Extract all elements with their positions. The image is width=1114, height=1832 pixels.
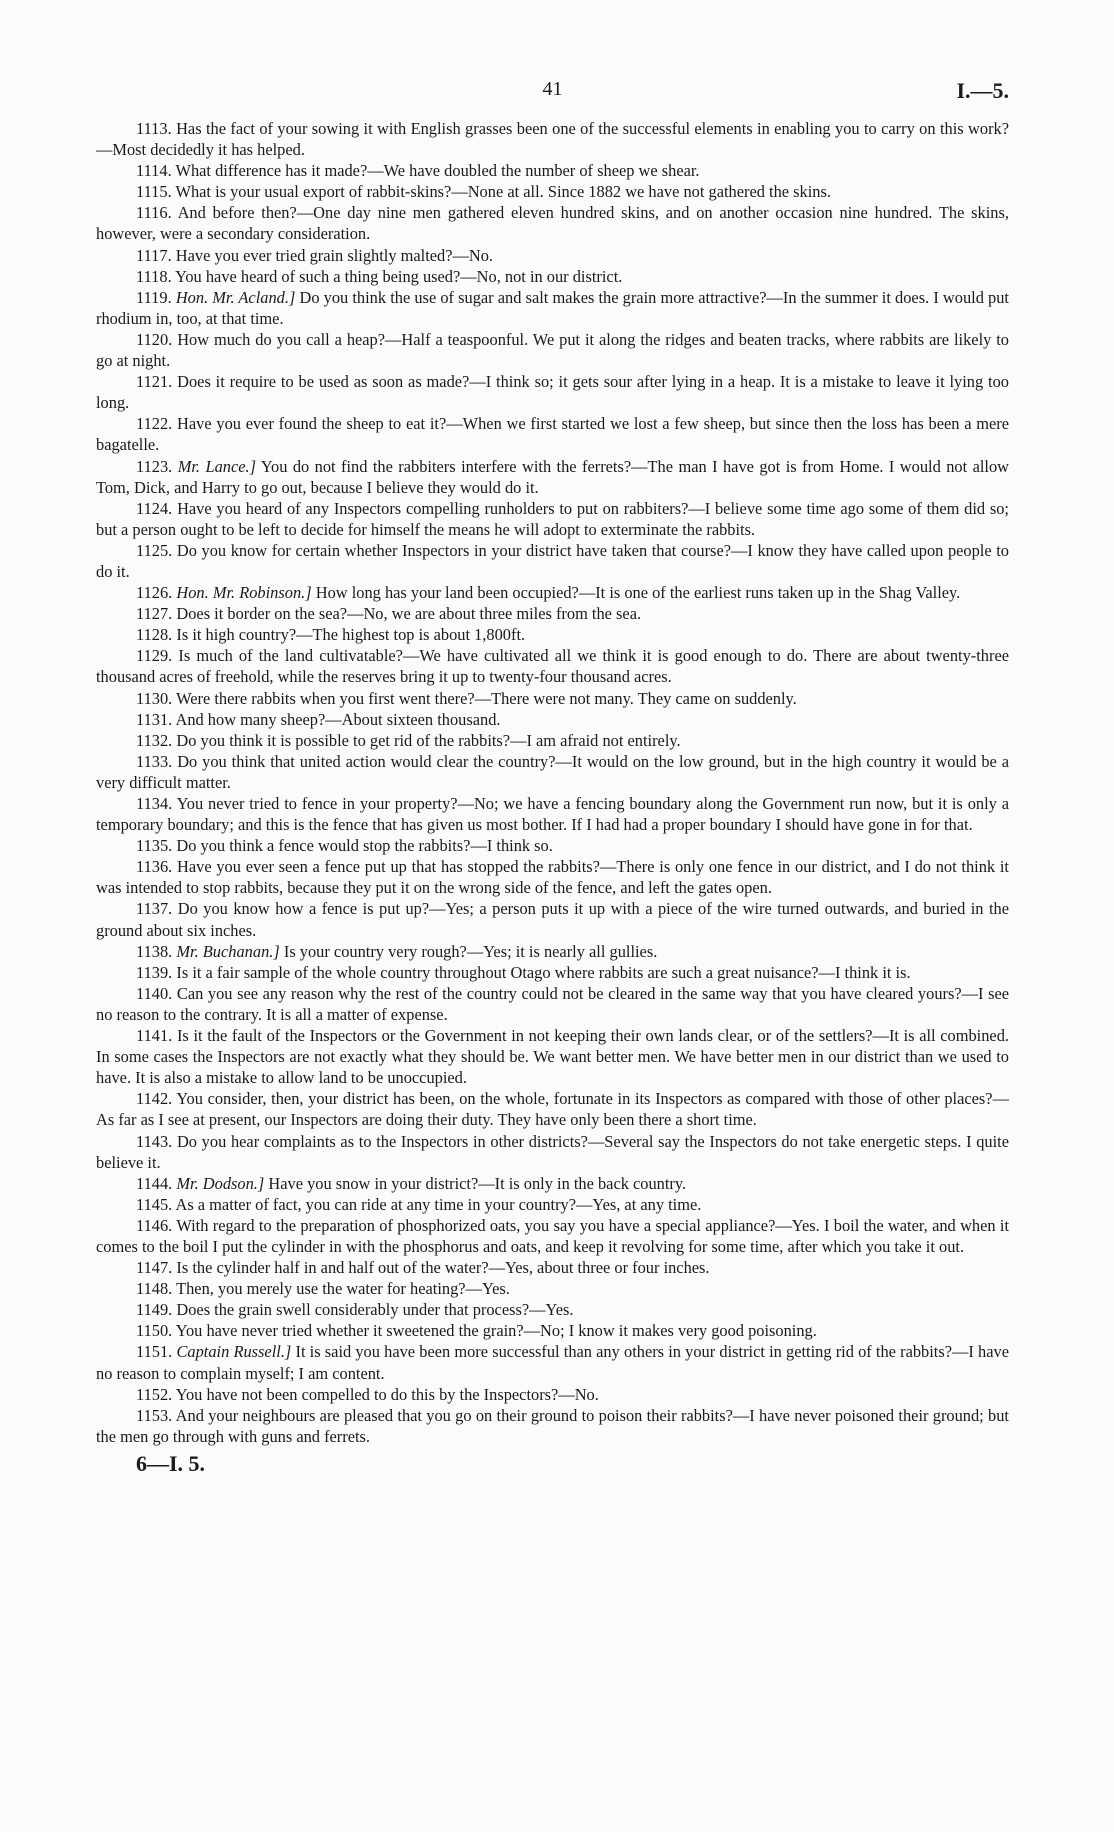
- question-number: 1123.: [136, 456, 173, 476]
- question-answer-text: Have you ever tried grain slightly malted?—No.: [175, 245, 494, 265]
- question-answer-text: What is your usual export of rabbit-skins?—None at all. Since 1882 we have not gathered the skins.: [175, 182, 831, 202]
- testimony-entry: [96, 287, 1009, 329]
- question-number: 1130.: [136, 688, 173, 708]
- question-answer-text: You have heard of such a thing being used?—No, not in our district.: [175, 266, 623, 286]
- question-answer-text: You consider, then, your district has been, on the whole, fortunate in its Inspectors as compared with those of other places?—As far as I see at present, our Inspectors are doing their duty. They have only been there a short time.: [96, 1089, 1009, 1130]
- testimony-entry: [96, 751, 1009, 793]
- question-number: 1124.: [136, 498, 173, 518]
- testimony-entry: [96, 1088, 1009, 1130]
- question-answer-text: And how many sheep?—About sixteen thousand.: [175, 709, 501, 729]
- testimony-entry: [96, 118, 1009, 160]
- question-answer-text: Does it border on the sea?—No, we are about three miles from the sea.: [176, 604, 642, 624]
- question-answer-text: Have you ever found the sheep to eat it?—When we first started we lost a few sheep, but since then the loss has been a mere bagatelle.: [96, 414, 1009, 455]
- testimony-entry: [96, 1278, 1009, 1299]
- question-number: 1117.: [136, 245, 172, 265]
- testimony-entry: [96, 413, 1009, 455]
- testimony-entry: [96, 371, 1009, 413]
- question-number: 1148.: [136, 1279, 173, 1299]
- speaker-name: Mr. Lance.]: [177, 456, 256, 476]
- question-number: 1114.: [136, 161, 172, 181]
- testimony-entry: [96, 962, 1009, 983]
- question-number: 1116.: [136, 203, 172, 223]
- testimony-entry: [96, 730, 1009, 751]
- question-number: 1135.: [136, 836, 173, 856]
- question-answer-text: Does it require to be used as soon as made?—I think so; it gets sour after lying in a heap. It is a mistake to leave it lying too long.: [96, 372, 1009, 413]
- question-number: 1144.: [136, 1173, 173, 1193]
- testimony-entry: [96, 856, 1009, 898]
- question-answer-text: Do you think that united action would clear the country?—It would on the low ground, but in the high country it would be a very difficult matter.: [96, 751, 1009, 792]
- speaker-name: Captain Russell.]: [176, 1342, 292, 1362]
- testimony-entry: [96, 582, 1009, 603]
- question-number: 1118.: [136, 266, 172, 286]
- question-number: 1150.: [136, 1321, 173, 1341]
- question-answer-text: Have you snow in your district?—It is only in the back country.: [268, 1173, 687, 1193]
- question-number: 1152.: [136, 1384, 173, 1404]
- testimony-entry: [96, 688, 1009, 709]
- testimony-entry: [96, 540, 1009, 582]
- question-number: 1131.: [136, 709, 173, 729]
- question-answer-text: Do you think the use of sugar and salt makes the grain more attractive?—In the summer it does. I would put rhodium in, too, at that time.: [96, 287, 1009, 328]
- question-number: 1128.: [136, 625, 173, 645]
- testimony-entry: [96, 266, 1009, 287]
- testimony-entry: [96, 181, 1009, 202]
- question-number: 1119.: [136, 287, 172, 307]
- question-number: 1138.: [136, 941, 173, 961]
- testimony-entry: [96, 1405, 1009, 1447]
- question-number: 1146.: [136, 1215, 173, 1235]
- testimony-entry: [96, 1299, 1009, 1320]
- testimony-entry: [96, 202, 1009, 244]
- question-number: 1153.: [136, 1405, 173, 1425]
- testimony-entry: [96, 1341, 1009, 1383]
- question-answer-text: Does the grain swell considerably under that process?—Yes.: [176, 1300, 574, 1320]
- question-answer-text: Have you heard of any Inspectors compelling runholders to put on rabbiters?—I believe some time ago some of them did so; but a person ought to be left to decide for himself the means he will adopt to exterminate the rabbits.: [96, 498, 1009, 539]
- testimony-body: [96, 118, 1009, 1447]
- testimony-entry: [96, 456, 1009, 498]
- question-number: 1113.: [136, 119, 172, 138]
- testimony-entry: [96, 1215, 1009, 1257]
- testimony-entry: [96, 1131, 1009, 1173]
- question-answer-text: Do you think it is possible to get rid of the rabbits?—I am afraid not entirely.: [176, 730, 681, 750]
- question-number: 1140.: [136, 983, 173, 1003]
- question-answer-text: You have not been compelled to do this by the Inspectors?—No.: [175, 1384, 599, 1404]
- testimony-entry: [96, 1257, 1009, 1278]
- question-answer-text: Do you hear complaints as to the Inspectors in other districts?—Several say the Inspectors do not take energetic steps. I quite believe it.: [96, 1131, 1009, 1172]
- question-number: 1125.: [136, 540, 173, 560]
- testimony-entry: [96, 1384, 1009, 1405]
- speaker-name: Hon. Mr. Robinson.]: [176, 583, 312, 603]
- question-answer-text: You do not find the rabbiters interfere with the ferrets?—The man I have got is from Home. I would not allow Tom, Dick, and Harry to go out, because I believe they would do it.: [96, 456, 1009, 497]
- question-number: 1151.: [136, 1342, 173, 1362]
- testimony-entry: [96, 1320, 1009, 1341]
- testimony-entry: [96, 624, 1009, 645]
- testimony-entry: [96, 1173, 1009, 1194]
- question-answer-text: Is it high country?—The highest top is about 1,800ft.: [176, 625, 526, 645]
- question-answer-text: As a matter of fact, you can ride at any time in your country?—Yes, at any time.: [175, 1194, 702, 1214]
- question-answer-text: Then, you merely use the water for heating?—Yes.: [176, 1279, 510, 1299]
- testimony-entry: [96, 329, 1009, 371]
- question-answer-text: You never tried to fence in your property?—No; we have a fencing boundary along the Government run now, but it is only a temporary boundary; and this is the fence that has given us most bother. If I had had a proper boundary I should have gone in for that.: [96, 794, 1009, 835]
- question-answer-text: What difference has it made?—We have doubled the number of sheep we shear.: [175, 161, 700, 181]
- question-number: 1122.: [136, 414, 173, 434]
- signature-mark: 6—I. 5.: [136, 1450, 206, 1476]
- question-number: 1143.: [136, 1131, 173, 1151]
- question-number: 1139.: [136, 962, 173, 982]
- question-answer-text: Is the cylinder half in and half out of the water?—Yes, about three or four inches.: [176, 1258, 710, 1278]
- question-answer-text: It is said you have been more successful than any others in your district in getting rid of the rabbits?—I have no reason to complain myself; I am content.: [96, 1342, 1009, 1383]
- question-number: 1141.: [136, 1026, 173, 1046]
- question-number: 1126.: [136, 583, 173, 603]
- question-number: 1142.: [136, 1089, 173, 1109]
- testimony-entry: [96, 645, 1009, 687]
- testimony-entry: [96, 709, 1009, 730]
- question-number: 1120.: [136, 329, 173, 349]
- question-answer-text: Can you see any reason why the rest of the country could not be cleared in the same way that you have cleared yours?—I see no reason to the contrary. It is all a matter of expense.: [96, 983, 1009, 1024]
- paper-reference: I.—5.: [956, 78, 1009, 103]
- question-answer-text: Do you know how a fence is put up?—Yes; a person puts it up with a piece of the wire turned outwards, and buried in the ground about six inches.: [96, 899, 1009, 940]
- testimony-entry: [96, 1025, 1009, 1088]
- question-answer-text: Do you think a fence would stop the rabbits?—I think so.: [176, 836, 553, 856]
- speaker-name: Mr. Dodson.]: [176, 1173, 265, 1193]
- question-answer-text: And before then?—One day nine men gathered eleven hundred skins, and on another occasion nine hundred. The skins, however, were a secondary consideration.: [96, 203, 1009, 244]
- testimony-entry: [96, 245, 1009, 266]
- testimony-entry: [96, 1194, 1009, 1215]
- testimony-entry: [96, 835, 1009, 856]
- question-number: 1137.: [136, 899, 173, 919]
- question-answer-text: With regard to the preparation of phosphorized oats, you say you have a special appliance?—Yes. I boil the water, and when it comes to the boil I put the cylinder in with the phosphorus and oats, and keep it revolving for some time, after which you take it out.: [96, 1215, 1009, 1256]
- testimony-entry: [96, 498, 1009, 540]
- testimony-entry: [96, 793, 1009, 835]
- question-number: 1147.: [136, 1258, 173, 1278]
- question-number: 1145.: [136, 1194, 173, 1214]
- testimony-entry: [96, 603, 1009, 624]
- testimony-entry: [96, 941, 1009, 962]
- question-answer-text: And your neighbours are pleased that you go on their ground to poison their rabbits?—I have never poisoned their ground; but the men go through with guns and ferrets.: [96, 1405, 1009, 1446]
- question-answer-text: How long has your land been occupied?—It is one of the earliest runs taken up in the Shag Valley.: [315, 583, 961, 603]
- question-answer-text: You have never tried whether it sweetened the grain?—No; I know it makes very good poisoning.: [175, 1321, 817, 1341]
- question-answer-text: Were there rabbits when you first went there?—There were not many. They came on suddenly.: [176, 688, 797, 708]
- question-number: 1149.: [136, 1300, 173, 1320]
- testimony-entry: [96, 898, 1009, 940]
- page-number: 41: [542, 78, 563, 100]
- document-page: [96, 78, 1009, 1477]
- question-number: 1132.: [136, 730, 173, 750]
- speaker-name: Mr. Buchanan.]: [176, 941, 280, 961]
- question-answer-text: Have you ever seen a fence put up that has stopped the rabbits?—There is only one fence in our district, and I do not think it was intended to stop rabbits, because they put it on the wrong side of the fence, and left the gates open.: [96, 857, 1009, 898]
- question-number: 1136.: [136, 857, 173, 877]
- question-answer-text: Is your country very rough?—Yes; it is nearly all gullies.: [283, 941, 658, 961]
- question-answer-text: Has the fact of your sowing it with English grasses been one of the successful elements in enabling you to carry on this work?—Most decidedly it has helped.: [96, 119, 1009, 160]
- question-number: 1127.: [136, 604, 173, 624]
- question-answer-text: Is it the fault of the Inspectors or the Government in not keeping their own lands clear, or of the settlers?—It is all combined. In some cases the Inspectors are not exactly what they should be. We want better men. We have better men in our district than we used to have. It is also a mistake to allow land to be unoccupied.: [96, 1026, 1009, 1088]
- question-answer-text: Do you know for certain whether Inspectors in your district have taken that course?—I know they have called upon people to do it.: [96, 540, 1009, 581]
- page-header: [96, 78, 1009, 118]
- question-number: 1121.: [136, 372, 173, 392]
- question-answer-text: Is much of the land cultivatable?—We have cultivated all we think it is good enough to do. There are about twenty-three thousand acres of freehold, while the reserves bring it up to twenty-four thousand acres.: [96, 646, 1009, 687]
- question-answer-text: How much do you call a heap?—Half a teaspoonful. We put it along the ridges and beaten tracks, where rabbits are likely to go at night.: [96, 329, 1009, 371]
- question-answer-text: Is it a fair sample of the whole country throughout Otago where rabbits are such a great nuisance?—I think it is.: [176, 962, 911, 982]
- testimony-entry: [96, 160, 1009, 181]
- speaker-name: Hon. Mr. Acland.]: [175, 287, 296, 307]
- question-number: 1133.: [136, 751, 173, 771]
- question-number: 1134.: [136, 794, 173, 813]
- question-number: 1115.: [136, 182, 172, 202]
- testimony-entry: [96, 983, 1009, 1025]
- question-number: 1129.: [136, 646, 173, 666]
